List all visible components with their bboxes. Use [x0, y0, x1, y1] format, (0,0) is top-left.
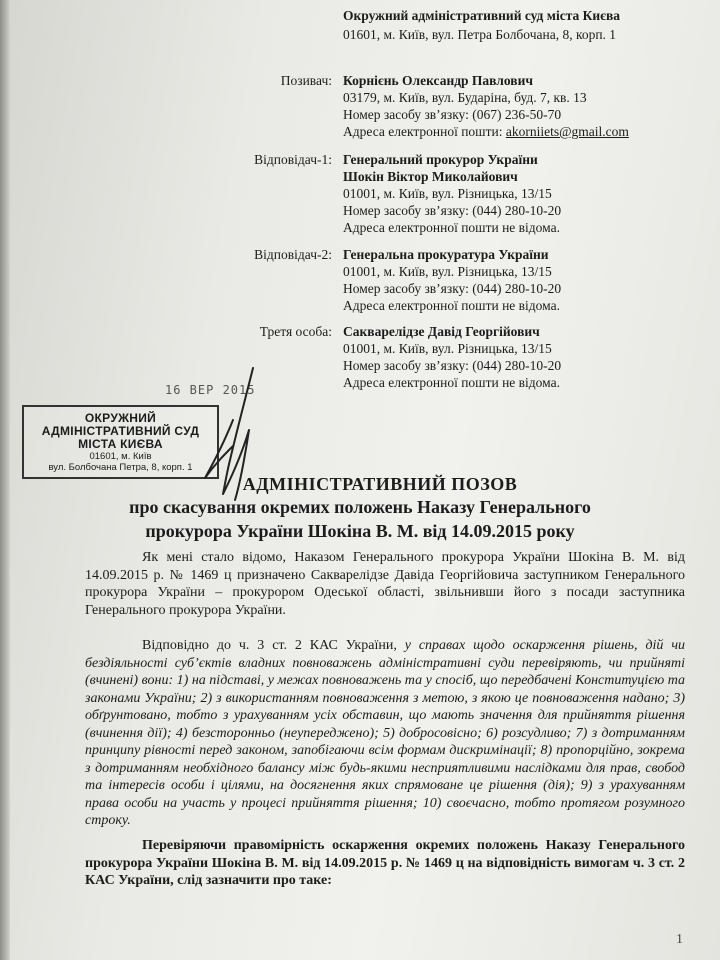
paragraph-2-quote: у справах щодо оскарження рішень, дій чи бездіяльності суб’єктів владних повноважень адміністративні суди перевіряють, чи прийняті (вчинені) вони: 1) на підставі, у межах повноважень та у спосіб, що передбачені Конституцією та законами України; 2) з використанням повноваження з метою, з якою це повноваження надано; 3) обґрунтовано, тобто з урахуванням усіх обставин, що мають значення для прийняття рішення (вчинення дії); 4) безсторонньо (неупереджено); 5) добросовісно; 6) розсудливо; 7) з дотриманням принципу рівності перед законом, запобігаючи всім формам дискримінації; 8) пропорційно, зокрема з дотриманням необхідного балансу між будь-якими несприятливими наслідками для прав, свобод та інтересів особи і цілями, на досягнення яких спрямоване це рішення (дія); 9) з урахуванням права особи на участь у процесі прийняття рішення; 10) своєчасно, тобто протягом розумного строку.: [85, 638, 685, 828]
third-party-role: Третя особа:: [259, 324, 332, 339]
defendant1-phone: Номер засобу зв’язку: (044) 280-10-20: [343, 203, 562, 218]
third-party-info: [343, 323, 561, 391]
third-party-address: 01001, м. Київ, вул. Різницька, 13/15: [343, 341, 552, 356]
plaintiff-name: Корнієнь Олександр Павлович: [343, 73, 533, 88]
stamp-line-3: МІСТА КИЄВА: [78, 437, 163, 451]
paragraph-2-lead: Відповідно до ч. 3 ст. 2 КАС України,: [142, 638, 405, 653]
third-party-email: Адреса електронної пошти не відома.: [343, 375, 560, 390]
document-title: АДМІНІСТРАТИВНИЙ ПОЗОВ: [242, 474, 518, 494]
court-address: 01601, м. Київ, вул. Петра Болбочана, 8, корп. 1: [343, 27, 617, 42]
stamp-line-4: 01601, м. Київ: [89, 451, 152, 462]
third-party-phone: Номер засобу зв’язку: (044) 280-10-20: [343, 358, 562, 373]
plaintiff-email-line: [343, 123, 629, 140]
defendant2-phone: Номер засобу зв’язку: (044) 280-10-20: [343, 281, 562, 296]
stamp-line-1: ОКРУЖНИЙ: [84, 411, 157, 425]
defendant2-email: Адреса електронної пошти не відома.: [343, 298, 560, 313]
plaintiff-address: 03179, м. Київ, вул. Бударіна, буд. 7, кв. 13: [343, 90, 587, 105]
defendant1-address: 01001, м. Київ, вул. Різницька, 13/15: [343, 186, 552, 201]
plaintiff-email-link[interactable]: akorniiets@gmail.com: [505, 124, 629, 139]
paragraph-3: Перевіряючи правомірність оскарження окремих положень Наказу Генерального прокурора України Шокіна В. М. від 14.09.2015 р. № 1469 ц на відповідність вимогам ч. 3 ст. 2 КАС України, слід зазначити про таке:: [85, 838, 685, 888]
plaintiff-role: Позивач:: [280, 73, 332, 88]
court-name: Окружний адміністративний суд міста Києва: [343, 8, 621, 23]
defendant1-name-1: Генеральний прокурор України: [343, 152, 538, 167]
defendant1-name-2: Шокін Віктор Миколайович: [343, 169, 518, 184]
defendant2-name: Генеральна прокуратура України: [343, 247, 549, 262]
document-subtitle-line-1: про скасування окремих положень Наказу Генерального: [129, 497, 591, 517]
plaintiff-phone: Номер засобу зв’язку: (067) 236-50-70: [343, 107, 562, 122]
stamp-line-5: вул. Болбочана Петра, 8, корп. 1: [48, 462, 193, 473]
document-subtitle-line-2: прокурора України Шокіна В. М. від 14.09.2015 року: [145, 521, 575, 541]
defendant2-role: Відповідач-2:: [254, 247, 332, 262]
plaintiff-info: [343, 72, 629, 140]
received-date-stamp: 16 ВЕР 2015: [165, 383, 256, 397]
court-header: [343, 6, 620, 44]
paragraph-2: [85, 637, 685, 830]
defendant2-info: [343, 246, 561, 314]
defendant2-address: 01001, м. Київ, вул. Різницька, 13/15: [343, 264, 552, 279]
defendant1-info: [343, 151, 561, 236]
page-number: 1: [676, 932, 683, 947]
paragraph-1: Як мені стало відомо, Наказом Генерального прокурора України Шокіна В. М. від 14.09.2015 р. № 1469 ц призначено Сакварелідзе Давіда Георгійовича заступником Генерального прокурора України – прокурором Одеської області, звільнивши його з посади заступника Генерального прокурора України.: [85, 550, 685, 618]
defendant1-role: Відповідач-1:: [254, 152, 332, 167]
third-party-name: Сакварелідзе Давід Георгійович: [343, 324, 540, 339]
defendant1-email: Адреса електронної пошти не відома.: [343, 220, 560, 235]
plaintiff-email-label: Адреса електронної пошти:: [343, 124, 506, 139]
stamp-line-2: АДМІНІСТРАТИВНИЙ СУД: [41, 424, 200, 438]
